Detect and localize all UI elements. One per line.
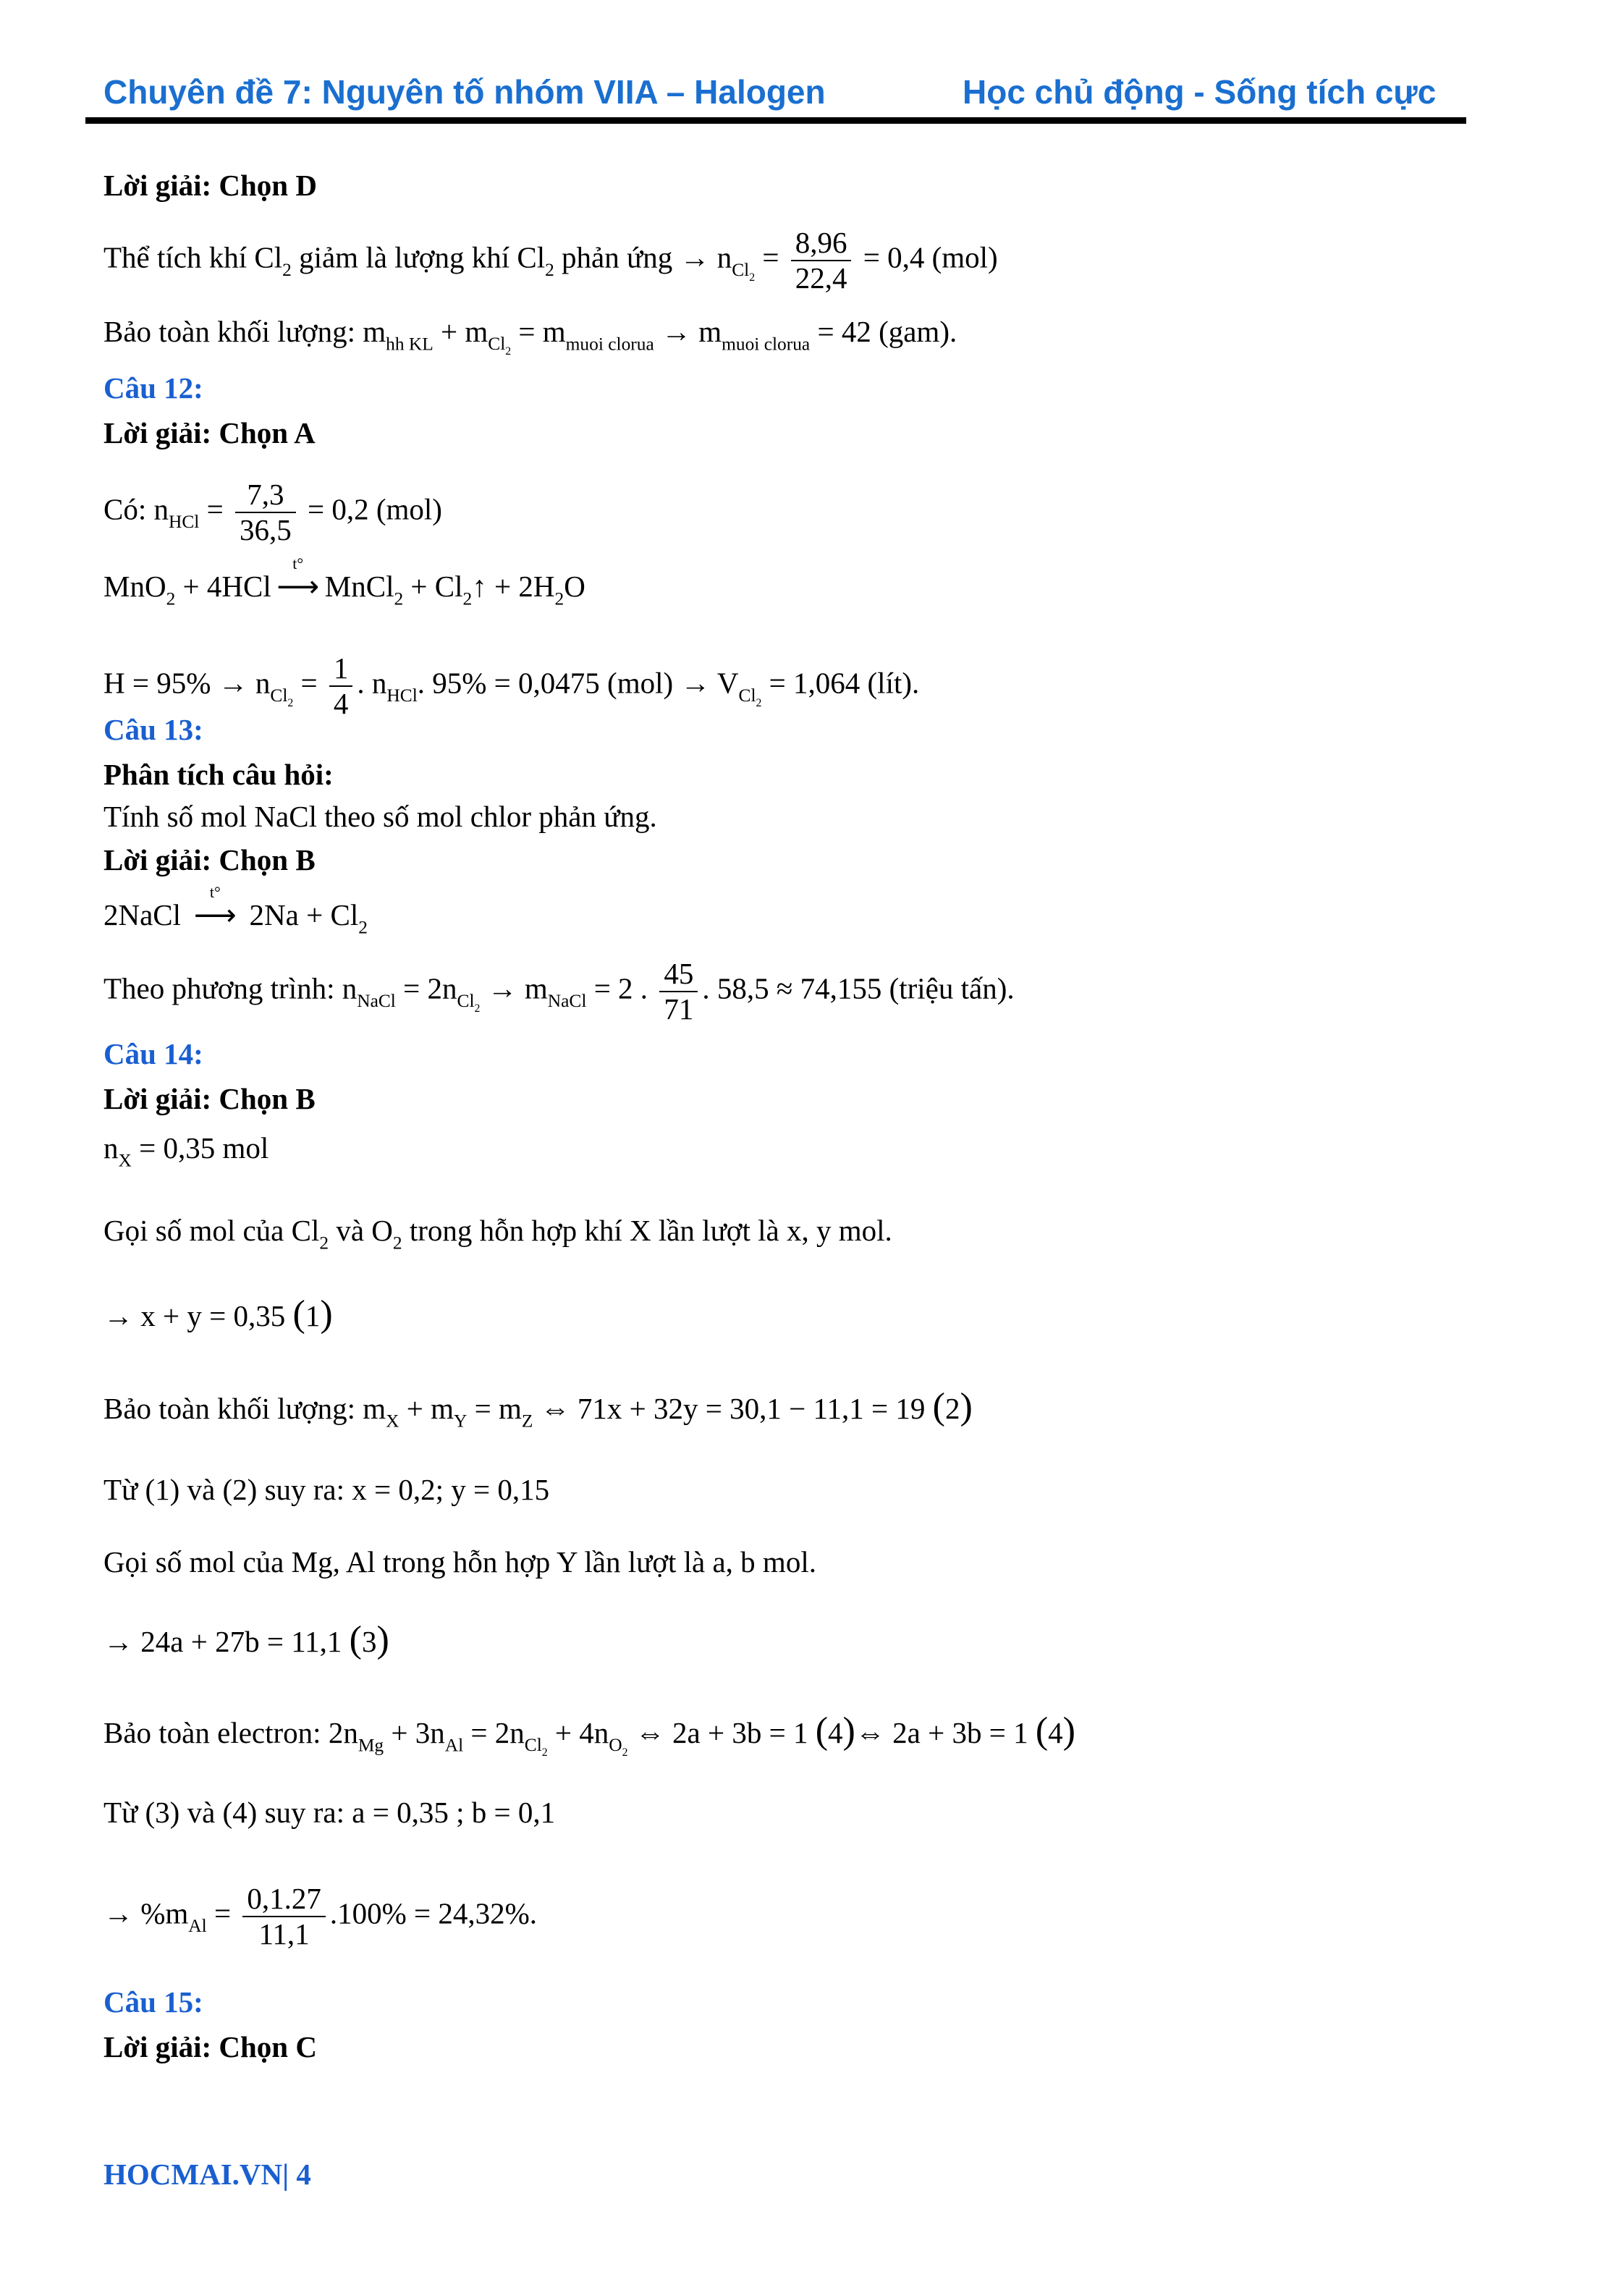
q11-line2: Bảo toàn khối lượng: $m_{hh KL} + m_{Cl_2} = m_{muoi clorua} \to m_{muoi clorua} = 42$ (gam). <box>103 315 957 358</box>
q15-answer: Lời giải: Chọn C <box>103 2030 317 2063</box>
q13-analysis-text: Tính số mol NaCl theo số mol chlor phản ứng. <box>103 800 657 833</box>
q12-nhcl: Có: $n_{HCl}$ = $\frac{7,3}{36,5}$ = 0,2 (mol) <box>103 478 442 547</box>
q13-title: Câu 13: <box>103 713 203 746</box>
q11-line1: Thể tích khí $Cl_2$ giảm là lượng khí $Cl_2$ phản ứng → $n_{Cl_2}$ = $\frac{8,96}{22,4}$ = 0,4 (mol) <box>103 226 998 295</box>
q14-answer: Lời giải: Chọn B <box>103 1082 316 1115</box>
q14-nx: $n_X = 0,35$ mol <box>103 1131 269 1171</box>
q14-tu12: Từ (1) và (2) suy ra: x = 0,2; y = 0,15 <box>103 1473 550 1506</box>
q12-equation: MnO$_2$ + 4HCl t° ⟶ MnCl$_2$ + $Cl_2↑ + 2H_2O$ <box>103 554 585 609</box>
q14-tu34: Từ (3) và (4) suy ra: a = 0,35 ; b = 0,1 <box>103 1796 556 1829</box>
q14-bte: Bảo toàn electron: $2n_{Mg} + 3n_{Al} = 2n_{Cl_2} + 4n_{O_2}$ ⇔ 2a + 3b = 1 (4)⇔ 2a + 3b = 1 (4) <box>103 1710 1075 1759</box>
q14-fraction: $\frac{0,1.27}{11,1}$ <box>242 1882 326 1951</box>
q12-volume: $H = 95\% \to n_{Cl_2}$ = $\frac{1}{4}$ . $n_{HCl}$. 95% = 0,0475 $(mol) \to V_{Cl_2} = 1,064$ (lít). <box>103 651 920 721</box>
q14-title: Câu 14: <box>103 1037 203 1070</box>
q12-quarter-fraction: $\frac{1}{4}$ <box>329 651 353 721</box>
q14-percent: → $\%m_{Al}$ = $\frac{0,1.27}{11,1}$ .100% = 24,32%. <box>103 1882 538 1951</box>
q14-gs2: Gọi số mol của Mg, Al trong hỗn hợp Y lần lượt là a, b mol. <box>103 1545 816 1579</box>
q14-btkl: Bảo toàn khối lượng: $m_X + m_Y = m_Z$ ⇔ 71x + 32y = 30,1 − 11,1 = 19 (2) <box>103 1386 973 1432</box>
q13-answer: Lời giải: Chọn B <box>103 843 316 876</box>
header-rule <box>85 117 1466 124</box>
page-footer: HOCMAI.VN| 4 <box>103 2158 311 2191</box>
q13-equation: 2NaCl t° ⟶ $2Na + Cl_2$ <box>103 883 368 938</box>
q13-analysis: Phân tích câu hỏi: <box>103 758 334 791</box>
q12-answer: Lời giải: Chọn A <box>103 416 316 449</box>
q11-answer: Lời giải: Chọn D <box>103 169 317 202</box>
q14-eq3: → 24a + 27b = 11,1 (3) <box>103 1619 389 1660</box>
q12-fraction: $\frac{7,3}{36,5}$ <box>235 478 296 547</box>
q11-fraction: $\frac{8,96}{22,4}$ <box>791 226 852 295</box>
q12-title: Câu 12: <box>103 371 203 405</box>
q13-calc: Theo phương trình: $n_{NaCl} = 2n_{Cl_2} \to m_{NaCl} = 2$ . $\frac{45}{71}$ . 58,5 ≈ 74,155 (triệu tấn). <box>103 957 1015 1026</box>
q14-eq1: → x + y = 0,35 (1) <box>103 1293 333 1335</box>
header-topic: Chuyên đề 7: Nguyên tố nhóm VIIA – Halogen <box>103 73 826 111</box>
q14-gs1: Gọi số mol của $Cl_2$ và $O_2$ trong hỗn hợp khí X lần lượt là x, y mol. <box>103 1214 892 1254</box>
q13-fraction: $\frac{45}{71}$ <box>659 957 698 1026</box>
q15-title: Câu 15: <box>103 1985 203 2019</box>
header-slogan: Học chủ động - Sống tích cực <box>963 73 1437 111</box>
